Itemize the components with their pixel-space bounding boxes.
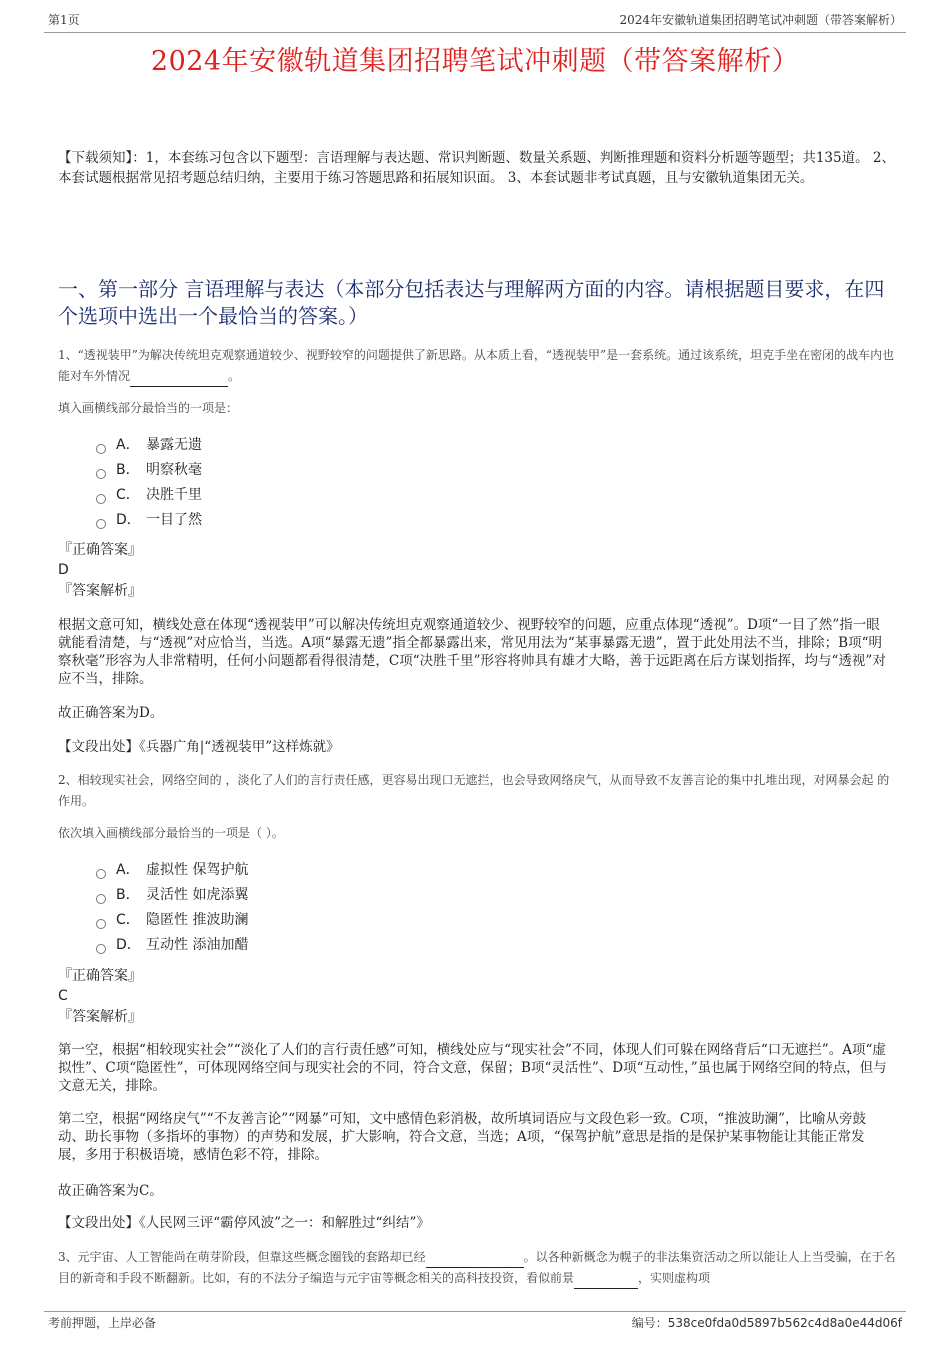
option-text: 决胜千里 — [146, 487, 202, 503]
page-header — [44, 10, 906, 33]
radio-icon[interactable] — [96, 944, 106, 954]
question-1-text-end: 。 — [228, 369, 241, 383]
serial-number: 538ce0fda0d5897b562c4d8a0e44d06f — [667, 1316, 902, 1330]
question-2-analysis-2: 第二空，根据“网络戾气”“不友善言论”“网暴”可知，文中感情色彩消极，故所填词语应与文段色彩一致。C项，“推波助澜”，比喻从旁鼓动、助长事物（多指坏的事物）的声势和发展，扩大影响，符合文意，当选；A项，“保驾护航”意思是指的是保护某事物能让其能正常发展，多用于积极语境，感情色彩不符，排除。 — [58, 1111, 867, 1163]
correct-answer-label: 『正确答案』 — [58, 542, 142, 558]
radio-icon[interactable] — [96, 444, 106, 454]
option-text: 虚拟性 保驾护航 — [146, 862, 249, 878]
radio-icon[interactable] — [96, 869, 106, 879]
question-1-source: 【文段出处】《兵器广角|“透视装甲”这样炼就》 — [58, 739, 340, 755]
radio-icon[interactable] — [96, 469, 106, 479]
option-a[interactable] — [96, 433, 496, 458]
option-text: 互动性 添油加醋 — [146, 937, 249, 953]
analysis-label: 『答案解析』 — [58, 1009, 142, 1025]
question-2-source: 【文段出处】《人民网三评“霸停风波”之一：和解胜过“纠结”》 — [58, 1215, 430, 1231]
option-letter: D． — [116, 937, 141, 953]
option-letter: D． — [116, 512, 141, 528]
section-title: 一、第一部分 言语理解与表达（本部分包括表达与理解两方面的内容。请根据题目要求，在四个选项中选出一个最恰当的答案。） — [58, 277, 885, 328]
footer-serial — [632, 1312, 902, 1334]
fill-blank — [574, 1274, 638, 1289]
question-3-stem — [58, 1247, 898, 1289]
question-2-prompt: 依次填入画横线部分最恰当的一项是（ ）。 — [58, 826, 284, 840]
option-text: 明察秋毫 — [146, 462, 202, 478]
option-text: 暴露无遗 — [146, 437, 202, 453]
question-2-analysis-1: 第一空，根据“相较现实社会”“淡化了人们的言行责任感”可知，横线处应与“现实社会”不同，体现人们可躲在网络背后“口无遮拦”。A项“虚拟性”、C项“隐匿性”，可体现网络空间与现实社会的不同，符合文意，保留；B项“灵活性”、D项“互动性，”虽也属于网络空间的特点，但与文意无关，排除。 — [58, 1042, 887, 1094]
option-letter: B． — [116, 462, 140, 478]
radio-icon[interactable] — [96, 894, 106, 904]
page-number: 第1页 — [48, 13, 80, 27]
option-c[interactable] — [96, 908, 496, 933]
question-1-analysis: 根据文意可知，横线处意在体现“透视装甲”可以解决传统坦克观察通道较少、视野较窄的问题，应重点体现“透视”。D项“一目了然”指一眼就能看清楚，与“透视”对应恰当，当选。A项“暴露无遗”指全都暴露出来，常见用法为“某事暴露无遗”，置于此处用法不当，排除；B项“明察秋毫”形容为人非常精明，任何小问题都看得很清楚，C项“决胜千里”形容将帅具有雄才大略，善于远距离在后方谋划指挥，均与“透视”对应不当，排除。 — [58, 617, 886, 687]
question-1-conclusion: 故正确答案为D。 — [58, 705, 164, 721]
option-letter: C． — [116, 912, 140, 928]
question-2-options — [96, 858, 496, 958]
question-1-options — [96, 433, 496, 533]
question-1-stem — [58, 345, 898, 387]
question-1-prompt: 填入画横线部分最恰当的一项是： — [58, 401, 239, 415]
serial-label: 编号： — [631, 1316, 668, 1330]
document-title: 2024年安徽轨道集团招聘笔试冲刺题（带答案解析） — [150, 46, 800, 77]
question-3-text-mid: 。以各种新概念为幌子的非法集资活动之所以能让人上当受骗，在于名目的新奇和手段不断翻新。比如，有的不法分子编造与元宇宙等概念相关的高科技投资，看似前景 — [58, 1250, 896, 1285]
option-a[interactable] — [96, 858, 496, 883]
page-footer — [44, 1311, 906, 1334]
download-notice: 【下载须知】：1，本套练习包含以下题型：言语理解与表达题、常识判断题、数量关系题、判断推理题和资料分析题等题型；共135道。 2、本套试题根据常见招考题总结归纳，主要用于练习答题思路和拓展知识面。 3、本套试题非考试真题，且与安徽轨道集团无关。 — [58, 150, 895, 186]
option-b[interactable] — [96, 883, 496, 908]
option-text: 一目了然 — [146, 512, 202, 528]
footer-slogan: 考前押题，上岸必备 — [48, 1316, 157, 1330]
header-doc-title: 2024年安徽轨道集团招聘笔试冲刺题（带答案解析） — [619, 13, 902, 27]
option-text: 隐匿性 推波助澜 — [146, 912, 249, 928]
radio-icon[interactable] — [96, 519, 106, 529]
question-3-text-end: ，实则虚构项 — [638, 1271, 711, 1285]
correct-answer-value: D — [58, 562, 69, 578]
option-c[interactable] — [96, 483, 496, 508]
option-letter: B． — [116, 887, 140, 903]
option-letter: A． — [116, 437, 140, 453]
option-b[interactable] — [96, 458, 496, 483]
radio-icon[interactable] — [96, 494, 106, 504]
question-1-text: 1、“透视装甲”为解决传统坦克观察通道较少、视野较窄的问题提供了新思路。从本质上看，“透视装甲”是一套系统。通过该系统，坦克手坐在密闭的战车内也能对车外情况 — [58, 348, 895, 383]
question-2-conclusion: 故正确答案为C。 — [58, 1183, 163, 1199]
question-2-stem: 2、相较现实社会，网络空间的 ，淡化了人们的言行责任感，更容易出现口无遮拦，也会导致网络戾气，从而导致不友善言论的集中扎堆出现，对网暴会起 的作用。 — [58, 773, 890, 808]
option-d[interactable] — [96, 508, 496, 533]
fill-blank — [130, 372, 228, 387]
correct-answer-value: C — [58, 988, 68, 1004]
question-3-text: 3、元宇宙、人工智能尚在萌芽阶段，但靠这些概念圈钱的套路却已经 — [58, 1250, 426, 1264]
fill-blank — [426, 1253, 524, 1268]
option-letter: A． — [116, 862, 140, 878]
option-d[interactable] — [96, 933, 496, 958]
radio-icon[interactable] — [96, 919, 106, 929]
analysis-label: 『答案解析』 — [58, 583, 142, 599]
correct-answer-label: 『正确答案』 — [58, 968, 142, 984]
option-text: 灵活性 如虎添翼 — [146, 887, 249, 903]
option-letter: C． — [116, 487, 140, 503]
